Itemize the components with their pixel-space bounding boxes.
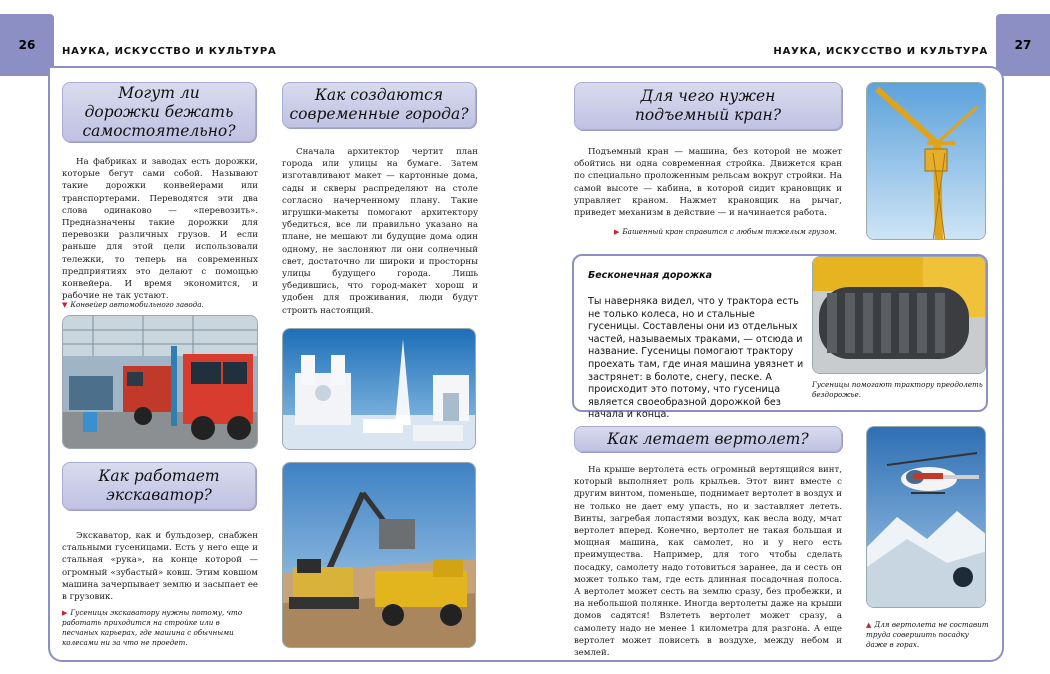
crane-photo bbox=[866, 82, 986, 240]
conveyor-caption-text: Конвейер автомобильного завода. bbox=[70, 300, 204, 309]
conveyor-text bbox=[62, 156, 258, 302]
helicopter-title bbox=[574, 426, 842, 452]
excavator-text bbox=[62, 530, 258, 603]
right-running-title: НАУКА, ИСКУССТВО И КУЛЬТУРА bbox=[773, 46, 988, 57]
left-running-title: НАУКА, ИСКУССТВО И КУЛЬТУРА bbox=[62, 46, 277, 57]
triangle-up-icon: ▲ bbox=[866, 621, 872, 629]
cities-paragraph: Сначала архитектор чертит план города или улицы на бумаге. Затем изготавливают макет — картонные дома, сады и скверы распределяют на столе согласно начерченному плану. Такие игрушки-макеты помогают архитектору убедиться, все ли правильно указано на плане, не мешают ли будущие дома один одному, не заслоняют ли они солнечный свет, достаточно ли широки и просторны улицы будущего города. Лишь убедившись, что город-макет хорош и удобен для проживания, люди будут строить настоящий. bbox=[282, 147, 478, 316]
cities-title-line-1: Как создаются bbox=[314, 86, 444, 104]
conveyor-paragraph: На фабриках и заводах есть дорожки, которые бегут сами собой. Называют такие дорожки конвейерами или транспортерами. Переводятся эти два слова одинаково — «перевозить». Предназначены такие дорожки для перевозки различных грузов. И если раньше для этой цели использовали тележки, то теперь на современных предприятиях это делают с помощью конвейера. И время экономится, и рабочие не так устают. bbox=[62, 157, 258, 302]
conveyor-title bbox=[62, 82, 256, 142]
sidebar-caption-text: Гусеницы помогают трактору преодолеть бездорожье. bbox=[812, 380, 983, 399]
excavator-caption bbox=[62, 608, 258, 648]
conveyor-photo bbox=[62, 315, 258, 449]
cities-title-line-2: современные города? bbox=[289, 105, 469, 123]
city-model-photo bbox=[282, 328, 476, 450]
helicopter-paragraph: На крыше вертолета есть огромный вертящийся винт, который выполняет роль крыльев. Этот винт вместе с другим винтом, поменьше, поднимает вертолет в воздух и не только не дает ему упасть, но и заставляет лететь. Винты, загребая лопастями воздух, как весла воду, мчат вертолет вперед. Конечно, вертолет не такая большая и мощная машина, как самолет, но и у него есть преимущества. Например, для того чтобы сделать посадку, самолету надо готовиться заранее, да и сесть он может только там, где есть длинная посадочная полоса. А вертолет может сесть на землю сразу, без пробежки, и на небольшой полянке. Иногда вертолеты даже на крыши домов садятся! Взлететь вертолет может сразу, а самолету надо не менее 1 километра для разгона. А еще вертолет может повисеть в воздухе, между небом и землей. bbox=[574, 465, 842, 659]
excavator-title bbox=[62, 462, 256, 510]
tracks-photo bbox=[812, 256, 986, 374]
excavator-title-line-1: Как работает bbox=[98, 467, 220, 485]
crane-title bbox=[574, 82, 842, 130]
excavator-photo bbox=[282, 462, 476, 648]
sidebar-text: Ты наверняка видел, что у трактора есть не только колеса, но и стальные гусеницы. Составлены они из отдельных частей, называемых траками, — отсюда и название. Гусеницы помогают трактору проехать там, где иная машина увязнет и застрянет: в болоте, снегу, песке. А происходит это потому, что гусеница является своеобразной дорожкой без начала и конца. bbox=[588, 296, 804, 421]
cities-title bbox=[282, 82, 476, 128]
conveyor-title-line-3: самостоятельно? bbox=[82, 121, 236, 140]
helicopter-caption-text: Для вертолета не составит труда совершить посадку даже в горах. bbox=[866, 620, 989, 649]
crane-paragraph: Подъемный кран — машина, без которой не может обойтись ни одна современная стройка. Движется кран по специально проложенным рельсам вокруг стройки. На самой высоте — кабина, в которой сидит крановщик и управляет краном. Нажмет крановщик на рычаг, приведет механизм в действие — и начинается работа. bbox=[574, 147, 842, 219]
conveyor-title-line-1: Могут ли bbox=[118, 83, 200, 102]
triangle-right-icon: ▶ bbox=[62, 609, 68, 617]
helicopter-caption bbox=[866, 620, 990, 650]
helicopter-text bbox=[574, 464, 842, 659]
cities-text bbox=[282, 146, 478, 317]
sidebar-title: Бесконечная дорожка bbox=[588, 270, 713, 281]
excavator-caption-text: Гусеницы экскаватору нужны потому, что работать приходится на стройке или в песчаных карьерах, где машина с обычными колесами ни за что не проедет. bbox=[62, 608, 243, 647]
excavator-title-line-2: экскаватор? bbox=[106, 486, 212, 504]
sidebar-caption bbox=[812, 380, 984, 400]
left-page-number: 26 bbox=[0, 14, 54, 76]
crane-text bbox=[574, 146, 842, 219]
crane-title-line-2: подъемный кран? bbox=[634, 106, 782, 124]
conveyor-title-line-2: дорожки бежать bbox=[84, 102, 234, 121]
triangle-down-icon: ▼ bbox=[62, 301, 68, 309]
conveyor-caption bbox=[62, 300, 258, 310]
excavator-paragraph: Экскаватор, как и бульдозер, снабжен стальными гусеницами. Есть у него еще и стальная «рука», на конце которой — огромный «зубастый» ковш. Этим ковшом машина зачерпывает землю и засыпает ее в грузовик. bbox=[62, 531, 258, 603]
helicopter-title-line-1: Как летает вертолет? bbox=[607, 429, 809, 448]
crane-caption-text: Башенный кран справится с любым тяжелым грузом. bbox=[622, 227, 837, 236]
triangle-right-icon: ▶ bbox=[614, 228, 620, 236]
right-page-number: 27 bbox=[996, 14, 1050, 76]
helicopter-photo bbox=[866, 426, 986, 608]
crane-caption bbox=[614, 227, 846, 237]
crane-title-line-1: Для чего нужен bbox=[640, 87, 776, 105]
